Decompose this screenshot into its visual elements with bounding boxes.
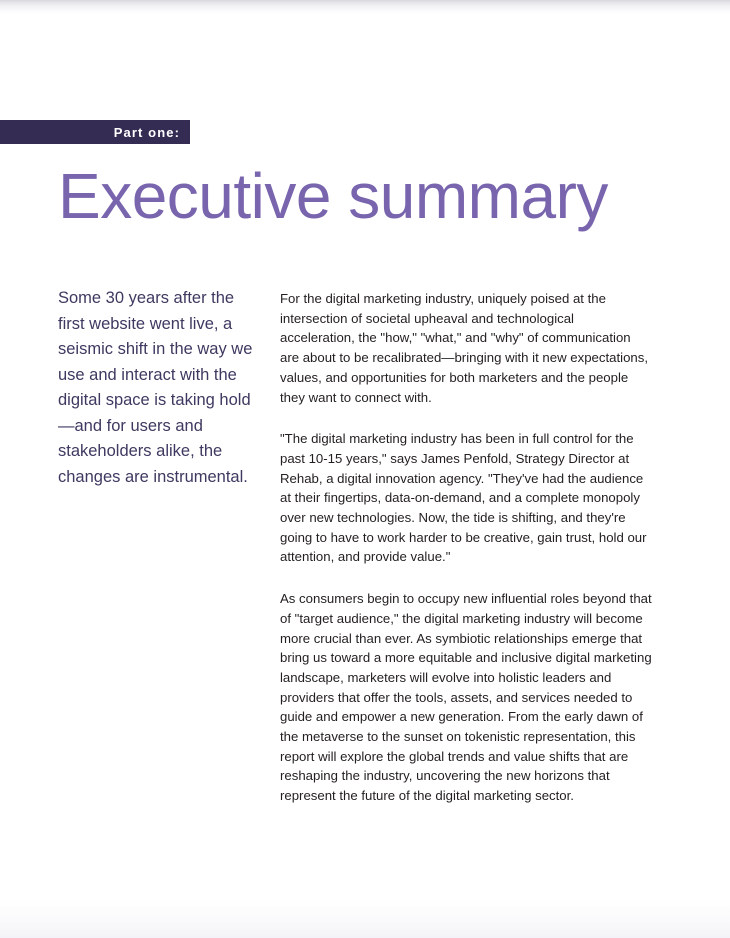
body-paragraph-2-quote: "The digital marketing industry has been in full control for the past 10-15 years," says James Penfold, Strategy Director at Rehab, a digital innovation agency. "They've had the audience at their fingertips, data-on-demand, and a complete monopoly over new technologies. Now, the tide is shifting, and they're going to have to work harder to be creative, gain trust, hold our attention, and provide value." [280, 431, 647, 565]
part-label-text: Part one: [113, 124, 180, 140]
page-bottom-edge-shadow [0, 898, 730, 938]
right-column [280, 289, 652, 806]
left-column [58, 286, 258, 490]
body-paragraph-1: For the digital marketing industry, uniquely poised at the intersection of societal upheaval and technological acceleration, the "how," "what," and "why" of communication are about to be recalibrated—bringing with it new expectations, values, and opportunities for both marketers and the people they want to connect with. [280, 291, 649, 405]
body-paragraph-3: As consumers begin to occupy new influential roles beyond that of "target audience," the digital marketing industry will become more crucial than ever. As symbiotic relationships emerge that bring us toward a more equitable and inclusive digital marketing landscape, marketers will evolve into holistic leaders and providers that offer the tools, assets, and services needed to guide and empower a new generation. From the early dawn of the metaverse to the sunset on tokenistic representation, this report will explore the global trends and value shifts that are reshaping the industry, uncovering the new horizons that represent the future of the digital marketing sector. [280, 591, 652, 804]
lede-paragraph: Some 30 years after the first website went live, a seismic shift in the way we use and interact with the digital space is taking hold—and for users and stakeholders alike, the changes are instrumental. [58, 289, 253, 486]
page-top-edge-shadow [0, 0, 730, 14]
part-label-banner [0, 120, 190, 144]
page-title: Executive summary [58, 160, 608, 232]
